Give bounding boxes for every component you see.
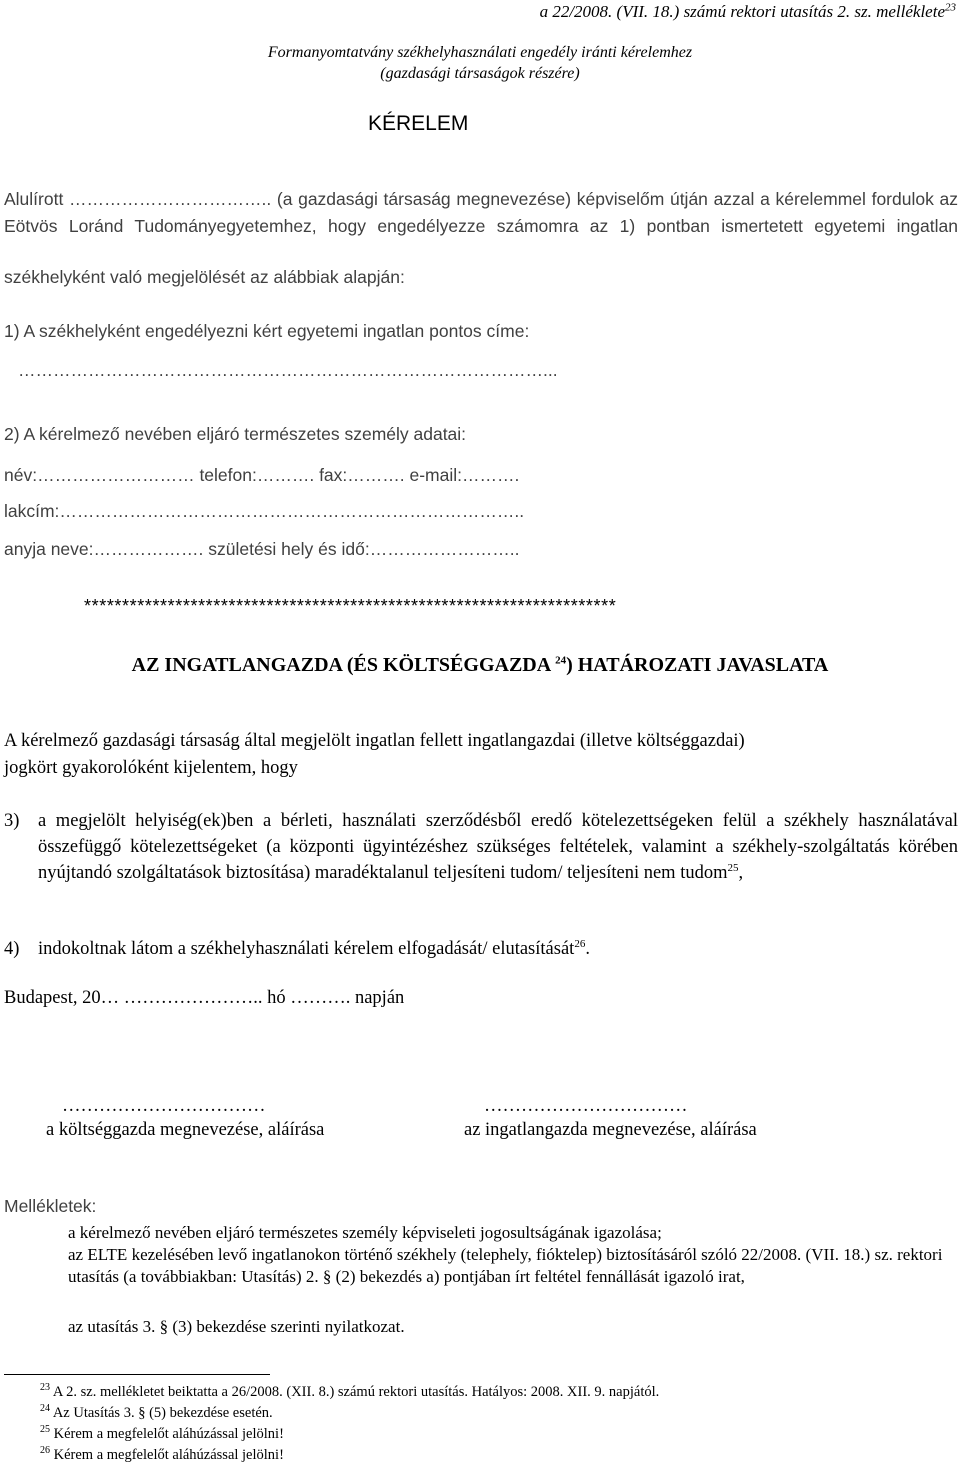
item-3-text: a megjelölt helyiség(ek)ben a bérleti, használati szerződésből eredő kötelezettségeken felül a székhely használatával összefüggő kötelezettségeket (a központi ügyintézéshez szükséges feltételek, valamint a székhely-szolgáltatás körében nyújtandó szolgáltatások biztosítása) maradéktalanul teljesíteni tudom/ teljesíteni nem tudom bbox=[38, 811, 958, 883]
footnote-ref-24: 24 bbox=[555, 654, 567, 667]
intro-text-end: székhelyként való megjelölését az alábbiak alapján: bbox=[4, 267, 405, 287]
footnote-ref-26: 26 bbox=[574, 937, 586, 950]
section1-label: 1) A székhelyként engedélyezni kért egyetemi ingatlan pontos címe: bbox=[4, 321, 530, 341]
footnote-ref-23: 23 bbox=[945, 1, 956, 14]
signature-label-right: az ingatlangazda megnevezése, aláírása bbox=[464, 1120, 757, 1140]
form-title-line2: (gazdasági társaságok részére) bbox=[380, 65, 580, 82]
intro-paragraph bbox=[4, 186, 958, 267]
item-3-number: 3) bbox=[4, 811, 20, 831]
item-4-text: indokoltnak látom a székhelyhasználati kérelem elfogadását/ elutasítását bbox=[38, 939, 575, 959]
declaration-line1: A kérelmező gazdasági társaság által megjelölt ingatlan fellett ingatlangazdai (illetve költséggazdai) bbox=[4, 731, 745, 751]
footnote-ref-25: 25 bbox=[727, 861, 739, 874]
attachment-item-1: a kérelmező nevében eljáró természetes személy képviseleti jogosultságának igazolása; bbox=[68, 1223, 662, 1242]
annex-reference: a 22/2008. (VII. 18.) számú rektori utasítás 2. sz. melléklete$^{23}$ bbox=[539, 1, 956, 21]
footnote-25: $^{25}$ Kérem a megfelelőt aláhúzással jelölni! bbox=[40, 1424, 284, 1442]
signature-label-left: a költséggazda megnevezése, aláírása bbox=[46, 1120, 325, 1140]
item-4: 4) indokoltnak látom a székhelyhasználati kérelem elfogadását/ elutasítását$^{26}$. bbox=[4, 936, 958, 962]
footnote-24: $^{24}$ Az Utasítás 3. § (5) bekezdése esetén. bbox=[40, 1403, 273, 1421]
declaration-line2: jogkört gyakorolóként kijelentem, hogy bbox=[4, 758, 298, 778]
footnote-26: $^{26}$ Kérem a megfelelőt aláhúzással jelölni! bbox=[40, 1445, 284, 1463]
address-line: lakcím:…………………………………………………………………….. bbox=[4, 501, 525, 521]
section2-label: 2) A kérelmező nevében eljáró természetes személy adatai: bbox=[4, 424, 467, 444]
form-title-line1: Formanyomtatvány székhelyhasználati engedély iránti kérelemhez bbox=[267, 44, 693, 61]
intro-text: Alulírott …………………………….. (a gazdasági társaság megnevezése) képviselőm útján azzal a kérelemmel fordulok az Eötvös Loránd Tudományegyetemhez, hogy engedélyezze számomra az 1) pontban ismertetett egyetemi ingatlan bbox=[4, 189, 958, 236]
separator-stars: ********************************************************************** bbox=[84, 596, 617, 616]
signature-dots-left: …………………………… bbox=[62, 1096, 266, 1116]
attachment-item-2: az ELTE kezelésében levő ingatlanokon történő székhely (telephely, fióktelep) biztosításáról szóló 22/2008. (VII. 18.) sz. rektori utasítás (a továbbiakban: Utasítás) 2. § (2) bekezdés a) pontjában írt feltétel fennállását igazoló irat, bbox=[68, 1245, 943, 1286]
footnote-23: $^{23}$ A 2. sz. mellékletet beiktatta a 26/2008. (XII. 8.) számú rektori utasítás. Hatályos: 2008. XII. 9. napjától. bbox=[40, 1382, 660, 1400]
contact-line: név:……………………… telefon:………. fax:………. e-mail:………. bbox=[4, 465, 520, 485]
attachment-item-3: az utasítás 3. § (3) bekezdése szerinti nyilatkozat. bbox=[68, 1317, 405, 1336]
footnote-divider bbox=[4, 1374, 270, 1375]
birth-line: anyja neve:………………. születési hely és idő:…………………….. bbox=[4, 539, 520, 559]
section-title: AZ INGATLANGAZDA (ÉS KÖLTSÉGGAZDA $^{24}$) HATÁROZATI JAVASLATA bbox=[131, 654, 829, 676]
signature-dots-right: …………………………… bbox=[484, 1096, 688, 1116]
item-3: 3) a megjelölt helyiség(ek)ben a bérleti, használati szerződésből eredő kötelezettségeken felül a székhely használatával összefüggő kötelezettségeket (a központi ügyintézéshez szükséges feltételek, valamint a székhely-szolgáltatás körében nyújtandó szolgáltatások biztosítása) maradéktalanul teljesíteni tudom/ teljesíteni nem tudom$^{25}$, bbox=[4, 808, 958, 886]
place-date-line: Budapest, 20… ………………….. hó ………. napján bbox=[4, 988, 405, 1008]
page-title: KÉRELEM bbox=[368, 112, 469, 135]
item-4-number: 4) bbox=[4, 939, 20, 959]
address-field: ………………………………………………………………………………... bbox=[18, 360, 558, 380]
attachments-heading: Mellékletek: bbox=[4, 1196, 97, 1216]
